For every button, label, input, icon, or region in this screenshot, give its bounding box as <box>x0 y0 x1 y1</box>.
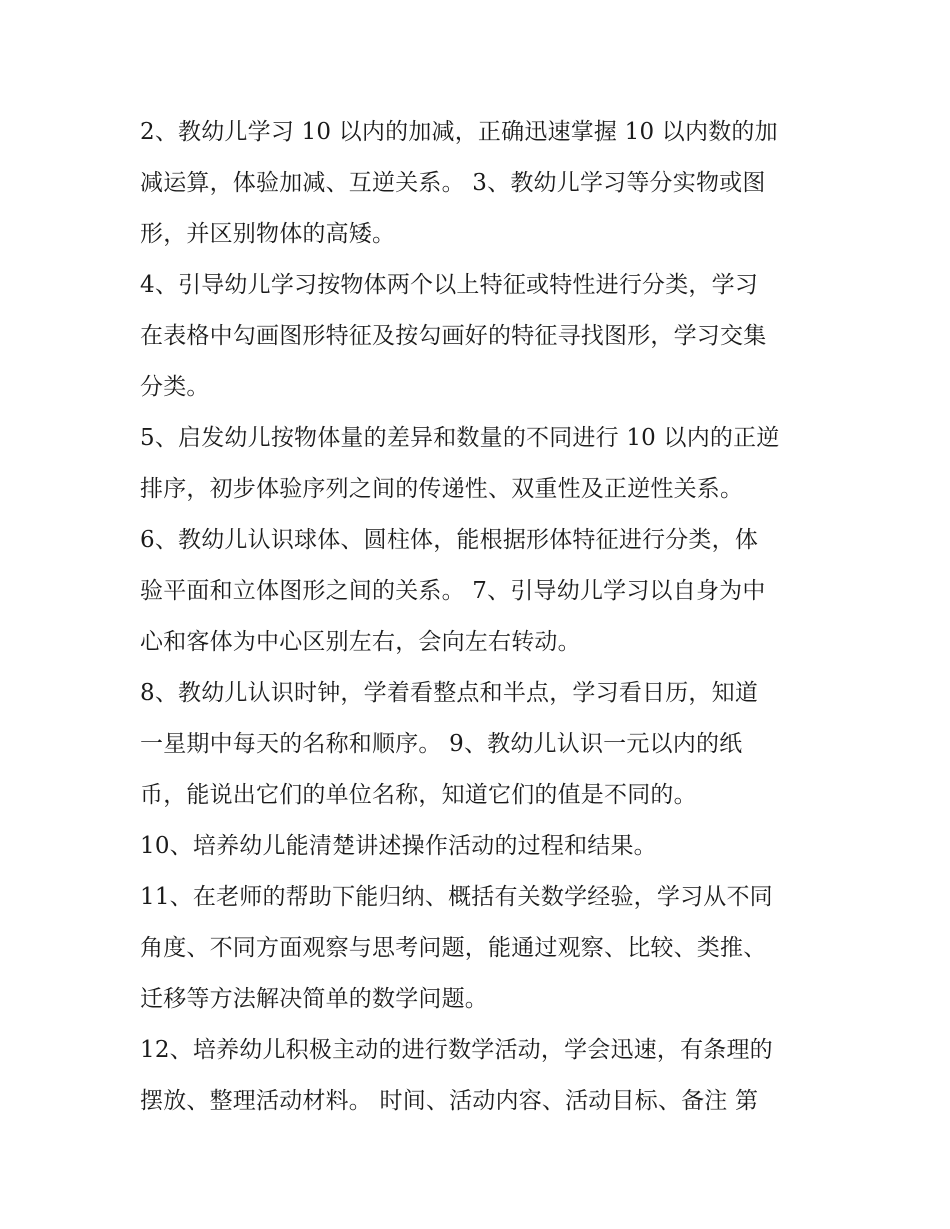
text-line: 减运算，体验加减、互逆关系。 3、教幼儿学习等分实物或图 <box>140 170 766 196</box>
text-line: 币，能说出它们的单位名称，知道它们的值是不同的。 <box>140 782 697 808</box>
text-line: 一星期中每天的名称和顺序。 9、教幼儿认识一元以内的纸 <box>140 731 743 757</box>
text-line: 10、培养幼儿能清楚讲述操作活动的过程和结果。 <box>140 833 657 859</box>
text-line: 4、引导幼儿学习按物体两个以上特征或特性进行分类，学习 <box>140 272 759 298</box>
text-line: 在表格中勾画图形特征及按勾画好的特征寻找图形，学习交集 <box>140 323 767 349</box>
text-line: 12、培养幼儿积极主动的进行数学活动，学会迅速，有条理的 <box>140 1037 773 1063</box>
text-line: 11、在老师的帮助下能归纳、概括有关数学经验，学习从不同 <box>140 884 773 910</box>
text-line: 分类。 <box>140 374 210 400</box>
text-line: 角度、不同方面观察与思考问题，能通过观察、比较、类推、 <box>140 935 767 961</box>
text-line: 迁移等方法解决简单的数学问题。 <box>140 986 488 1012</box>
text-line: 5、启发幼儿按物体量的差异和数量的不同进行 10 以内的正逆 <box>140 425 780 451</box>
text-line: 8、教幼儿认识时钟，学着看整点和半点，学习看日历，知道 <box>140 680 759 706</box>
text-line: 心和客体为中心区别左右，会向左右转动。 <box>140 629 581 655</box>
text-line: 形，并区别物体的高矮。 <box>140 221 396 247</box>
text-line: 摆放、整理活动材料。 时间、活动内容、活动目标、备注 第 <box>140 1088 759 1114</box>
document-body <box>140 107 820 1127</box>
text-line: 验平面和立体图形之间的关系。 7、引导幼儿学习以自身为中 <box>140 578 766 604</box>
text-line: 6、教幼儿认识球体、圆柱体，能根据形体特征进行分类，体 <box>140 527 759 553</box>
text-line: 排序，初步体验序列之间的传递性、双重性及正逆性关系。 <box>140 476 744 502</box>
text-line: 2、教幼儿学习 10 以内的加减，正确迅速掌握 10 以内数的加 <box>140 119 778 145</box>
